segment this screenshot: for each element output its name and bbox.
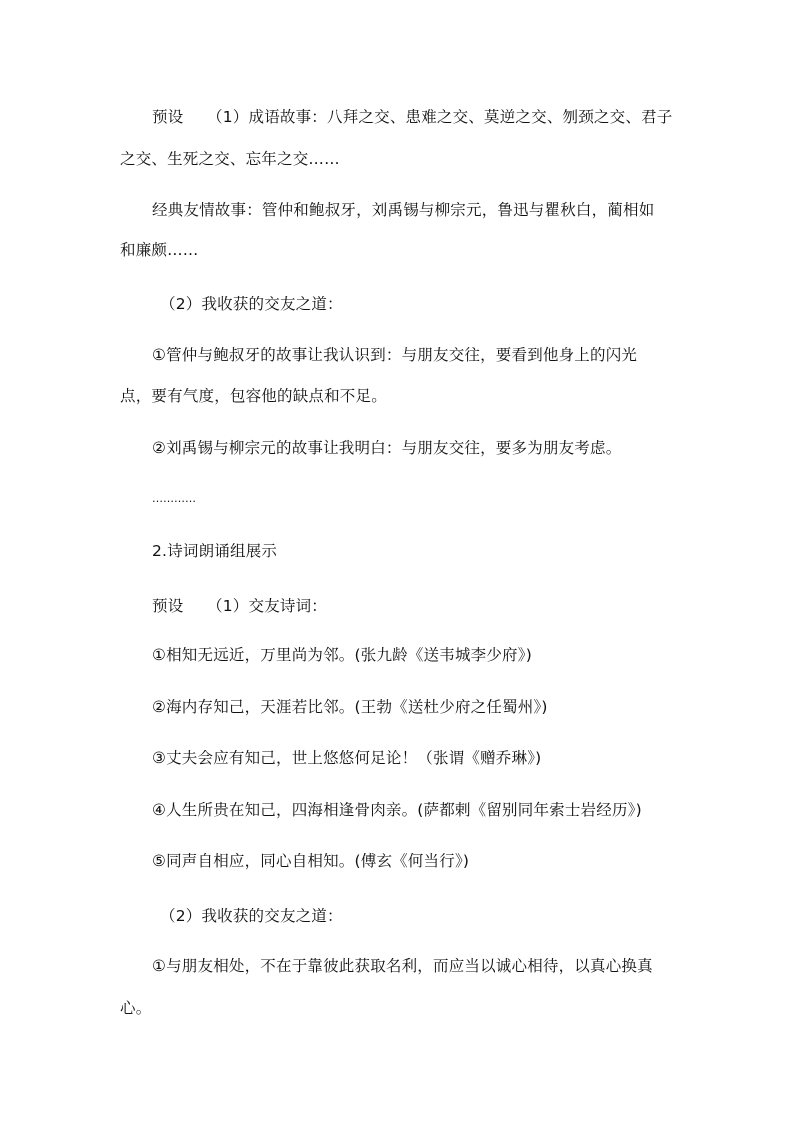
gain-item-3-line-2: 心。 <box>120 999 152 1017</box>
poem-4: ④人生所贵在知己，四海相逢骨肉亲。(萨都剌《留别同年索士岩经历》) <box>152 801 642 819</box>
gain-heading-2: （2）我收获的交友之道： <box>160 907 343 925</box>
classic-stories-line-1: 经典友情故事：管仲和鲍叔牙，刘禹锡与柳宗元，鲁迅与瞿秋白，蔺相如 <box>152 201 655 219</box>
section-2-title: 2.诗词朗诵组展示 <box>152 542 278 560</box>
gain-heading-1: （2）我收获的交友之道： <box>160 295 343 313</box>
gain-item-1-line-2: 点，要有气度，包容他的缺点和不足。 <box>120 387 387 405</box>
ellipsis-divider: ………… <box>152 492 196 505</box>
poem-5: ⑤同声自相应，同心自相知。(傅玄《何当行》) <box>152 852 470 870</box>
gain-item-3-line-1: ①与朋友相处，不在于靠彼此获取名利，而应当以诚心相待，以真心换真 <box>152 957 653 975</box>
preset-poems-heading: 预设 （1）交友诗词： <box>152 597 328 615</box>
preset-idioms-line-1: 预设 （1）成语故事：八拜之交、患难之交、莫逆之交、刎颈之交、君子 <box>152 108 673 126</box>
gain-item-1-line-1: ①管仲与鲍叔牙的故事让我认识到：与朋友交往，要看到他身上的闪光 <box>152 346 638 364</box>
poem-1: ①相知无远近，万里尚为邻。(张九龄《送韦城李少府》) <box>152 646 532 664</box>
classic-stories-line-2: 和廉颇…… <box>120 241 199 259</box>
poem-2: ②海内存知己，天涯若比邻。(王勃《送杜少府之任蜀州》) <box>152 698 548 716</box>
gain-item-2: ②刘禹锡与柳宗元的故事让我明白：与朋友交往，要多为朋友考虑。 <box>152 439 622 457</box>
poem-3: ③丈夫会应有知己，世上悠悠何足论！（张谓《赠乔琳》) <box>152 749 542 767</box>
preset-idioms-line-2: 之交、生死之交、忘年之交…… <box>120 150 340 168</box>
